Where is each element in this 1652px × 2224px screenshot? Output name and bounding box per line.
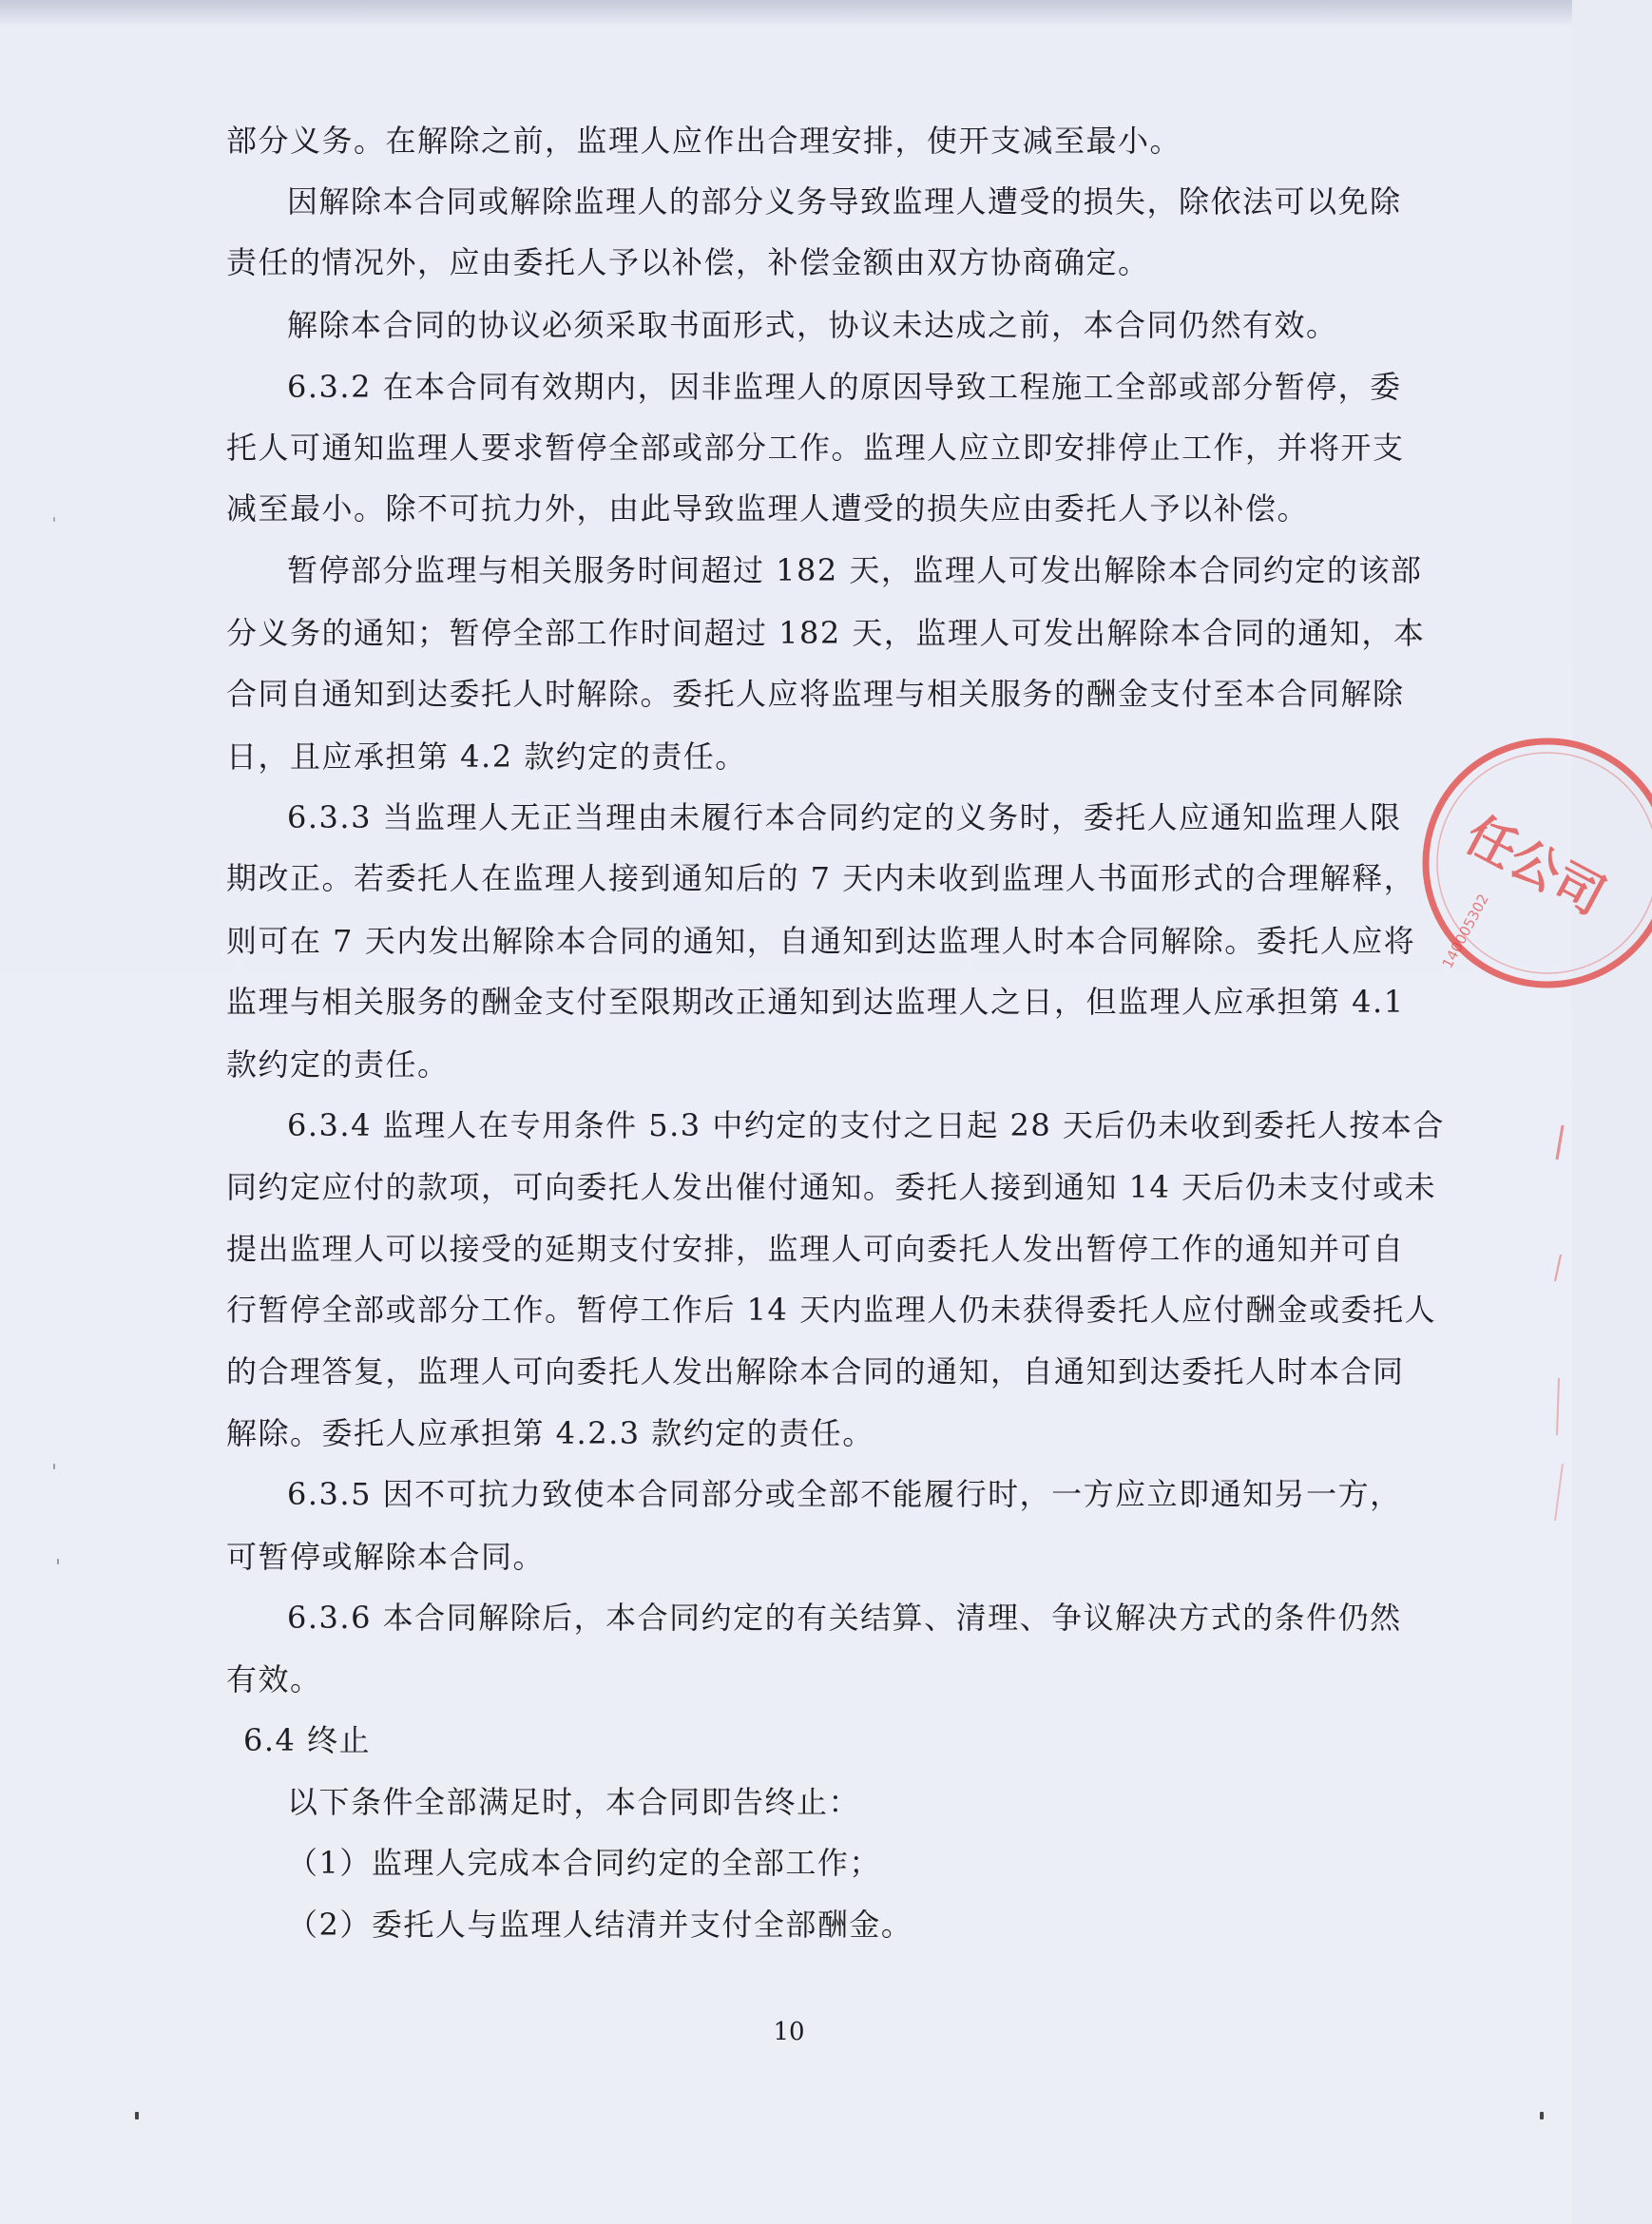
clause-6-3-4: 6.3.4 监理人在专用条件 5.3 中约定的支付之日起 28 天后仍未收到委托人按本合	[287, 1107, 1445, 1143]
scan-speck	[57, 1559, 59, 1564]
scan-speck	[53, 1464, 55, 1469]
text-line: 减至最小。除不可抗力外，由此导致监理人遭受的损失应由委托人予以补偿。	[226, 490, 1310, 527]
text-line: 有效。	[226, 1661, 322, 1697]
section-heading-6-4: 6.4 终止	[243, 1722, 372, 1758]
text-line: 因解除本合同或解除监理人的部分义务导致监理人遭受的损失，除依法可以免除	[287, 183, 1402, 220]
clause-6-3-6: 6.3.6 本合同解除后，本合同约定的有关结算、清理、争议解决方式的条件仍然	[287, 1600, 1402, 1636]
text-line: 期改正。若委托人在监理人接到通知后的 7 天内未收到监理人书面形式的合理解释，	[226, 860, 1416, 896]
page-number: 10	[773, 2018, 805, 2046]
text-line: 暂停部分监理与相关服务时间超过 182 天，监理人可发出解除本合同约定的该部	[287, 552, 1423, 588]
text-line: 行暂停全部或部分工作。暂停工作后 14 天内监理人仍未获得委托人应付酬金或委托人	[226, 1292, 1437, 1328]
text-line: 托人可通知监理人要求暂停全部或部分工作。监理人应立即安排停止工作，并将开支	[226, 430, 1405, 466]
scan-top-edge	[0, 0, 1572, 25]
clause-6-3-5: 6.3.5 因不可抗力致使本合同部分或全部不能履行时，一方应立即通知另一方，	[287, 1476, 1402, 1512]
text-line: 合同自通知到达委托人时解除。委托人应将监理与相关服务的酬金支付至本合同解除	[226, 676, 1405, 712]
clause-6-3-2: 6.3.2 在本合同有效期内，因非监理人的原因导致工程施工全部或部分暂停，委	[287, 369, 1402, 405]
scan-speck	[1540, 2112, 1544, 2119]
text-line: 日，且应承担第 4.2 款约定的责任。	[226, 738, 747, 775]
seal-graphic	[1405, 720, 1652, 1006]
text-line: 的合理答复，监理人可向委托人发出解除本合同的通知，自通知到达委托人时本合同	[226, 1353, 1405, 1390]
text-line: 可暂停或解除本合同。	[226, 1539, 546, 1575]
seal-text: 任公司	[1455, 806, 1614, 927]
scan-speck	[53, 517, 55, 522]
seal-bleed-marks	[1538, 1122, 1572, 1530]
text-line: 部分义务。在解除之前，监理人应作出合理安排，使开支减至最小。	[226, 123, 1182, 159]
seal-number: 140005302	[1438, 891, 1492, 971]
text-line: 款约定的责任。	[226, 1046, 450, 1083]
text-line: 解除。委托人应承担第 4.2.3 款约定的责任。	[226, 1415, 874, 1451]
list-item: （1）监理人完成本合同约定的全部工作；	[287, 1845, 881, 1881]
list-item: （2）委托人与监理人结清并支付全部酬金。	[287, 1907, 913, 1943]
clause-6-3-3: 6.3.3 当监理人无正当理由未履行本合同约定的义务时，委托人应通知监理人限	[287, 799, 1402, 835]
scan-speck	[135, 2112, 139, 2119]
text-line: 提出监理人可以接受的延期支付安排，监理人可向委托人发出暂停工作的通知并可自	[226, 1231, 1405, 1267]
text-line: 监理与相关服务的酬金支付至限期改正通知到达监理人之日，但监理人应承担第 4.1	[226, 984, 1405, 1020]
text-line: 以下条件全部满足时，本合同即告终止：	[287, 1784, 861, 1820]
text-line: 同约定应付的款项，可向委托人发出催付通知。委托人接到通知 14 天后仍未支付或未	[226, 1169, 1437, 1205]
company-seal	[1405, 720, 1614, 1006]
text-line: 则可在 7 天内发出解除本合同的通知，自通知到达监理人时本合同解除。委托人应将	[226, 923, 1416, 959]
text-line: 解除本合同的协议必须采取书面形式，协议未达成之前，本合同仍然有效。	[287, 307, 1338, 343]
text-line: 责任的情况外，应由委托人予以补偿，补偿金额由双方协商确定。	[226, 244, 1150, 280]
text-line: 分义务的通知；暂停全部工作时间超过 182 天，监理人可发出解除本合同的通知，本	[226, 615, 1426, 651]
